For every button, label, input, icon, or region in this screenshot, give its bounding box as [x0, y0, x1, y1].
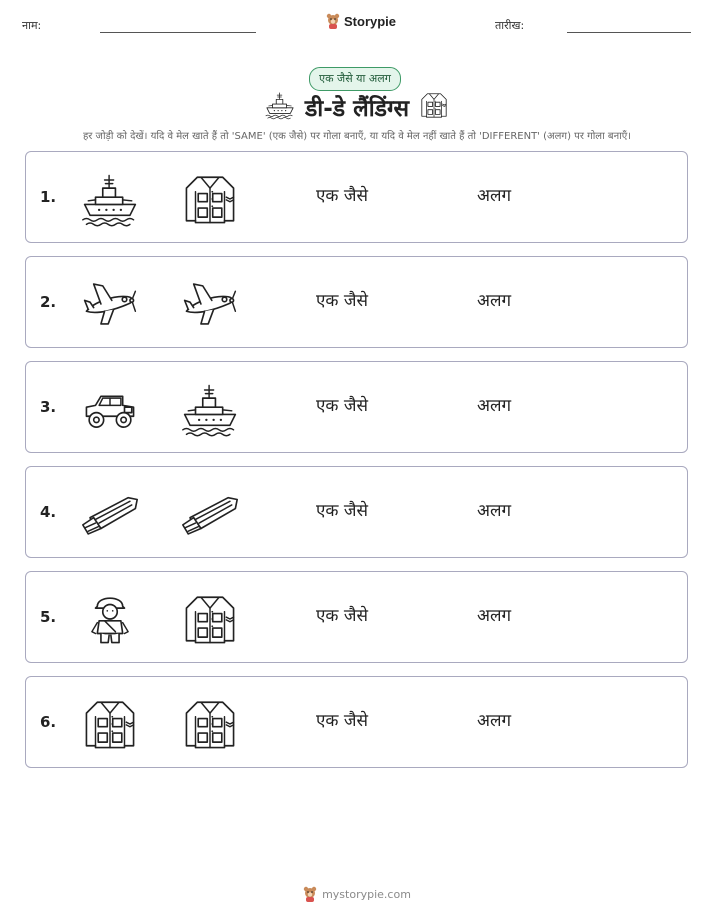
- left-picture: [81, 380, 139, 438]
- airplane-icon: [181, 275, 239, 333]
- question-row: [25, 571, 688, 663]
- question-number: 2.: [40, 293, 57, 311]
- name-label: नाम:: [22, 19, 42, 32]
- question-number: 4.: [40, 503, 57, 521]
- right-picture: [181, 590, 239, 648]
- date-label: तारीख:: [495, 19, 525, 32]
- military-jacket-icon: [181, 590, 239, 648]
- question-row: [25, 361, 688, 453]
- instructions: हर जोड़ी को देखें। यदि वे मेल खाते हैं तो 'SAME' (एक जैसे) पर गोला बनाएँ, या यदि वे मेल नहीं खाते हैं तो 'DIFFERENT' (अलग) पर गोला बनाएँ।: [82, 131, 632, 142]
- question-row: [25, 256, 688, 348]
- battleship-icon: [181, 380, 239, 438]
- different-option[interactable]: अलग: [477, 711, 512, 731]
- different-option[interactable]: अलग: [477, 186, 512, 206]
- same-option[interactable]: एक जैसे: [316, 711, 368, 731]
- date-line[interactable]: [567, 32, 691, 33]
- question-row: [25, 466, 688, 558]
- right-picture: [181, 485, 239, 543]
- military-jacket-icon: [81, 695, 139, 753]
- different-option[interactable]: अलग: [477, 396, 512, 416]
- jeep-icon: [81, 380, 139, 438]
- question-number: 1.: [40, 188, 57, 206]
- worksheet-type-badge: एक जैसे या अलग: [309, 67, 401, 91]
- same-option[interactable]: एक जैसे: [316, 501, 368, 521]
- battleship-icon: [265, 90, 295, 124]
- right-picture: [181, 170, 239, 228]
- different-option[interactable]: अलग: [477, 501, 512, 521]
- landing-boat-icon: [181, 485, 239, 543]
- question-row: [25, 676, 688, 768]
- right-picture: [181, 275, 239, 333]
- title-row: [0, 90, 714, 124]
- bear-mascot-icon: [303, 886, 317, 902]
- same-option[interactable]: एक जैसे: [316, 606, 368, 626]
- same-option[interactable]: एक जैसे: [316, 396, 368, 416]
- left-picture: [81, 275, 139, 333]
- battleship-icon: [81, 170, 139, 228]
- left-picture: [81, 590, 139, 648]
- same-option[interactable]: एक जैसे: [316, 186, 368, 206]
- bear-mascot-icon: [326, 13, 340, 29]
- page-title: डी-डे लैंडिंग्स: [305, 96, 409, 122]
- right-picture: [181, 380, 239, 438]
- same-option[interactable]: एक जैसे: [316, 291, 368, 311]
- left-picture: [81, 485, 139, 543]
- soldier-icon: [81, 590, 139, 648]
- question-number: 3.: [40, 398, 57, 416]
- different-option[interactable]: अलग: [477, 606, 512, 626]
- question-row: [25, 151, 688, 243]
- left-picture: [81, 170, 139, 228]
- footer-url: mystorypie.com: [322, 887, 411, 901]
- airplane-icon: [81, 275, 139, 333]
- brand-logo: [326, 13, 396, 29]
- military-jacket-icon: [181, 170, 239, 228]
- right-picture: [181, 695, 239, 753]
- different-option[interactable]: अलग: [477, 291, 512, 311]
- question-number: 6.: [40, 713, 57, 731]
- name-line[interactable]: [100, 32, 256, 33]
- footer: [0, 886, 714, 902]
- question-number: 5.: [40, 608, 57, 626]
- military-jacket-icon: [181, 695, 239, 753]
- military-jacket-icon: [419, 90, 449, 124]
- brand-name: Storypie: [344, 13, 397, 29]
- landing-boat-icon: [81, 485, 139, 543]
- left-picture: [81, 695, 139, 753]
